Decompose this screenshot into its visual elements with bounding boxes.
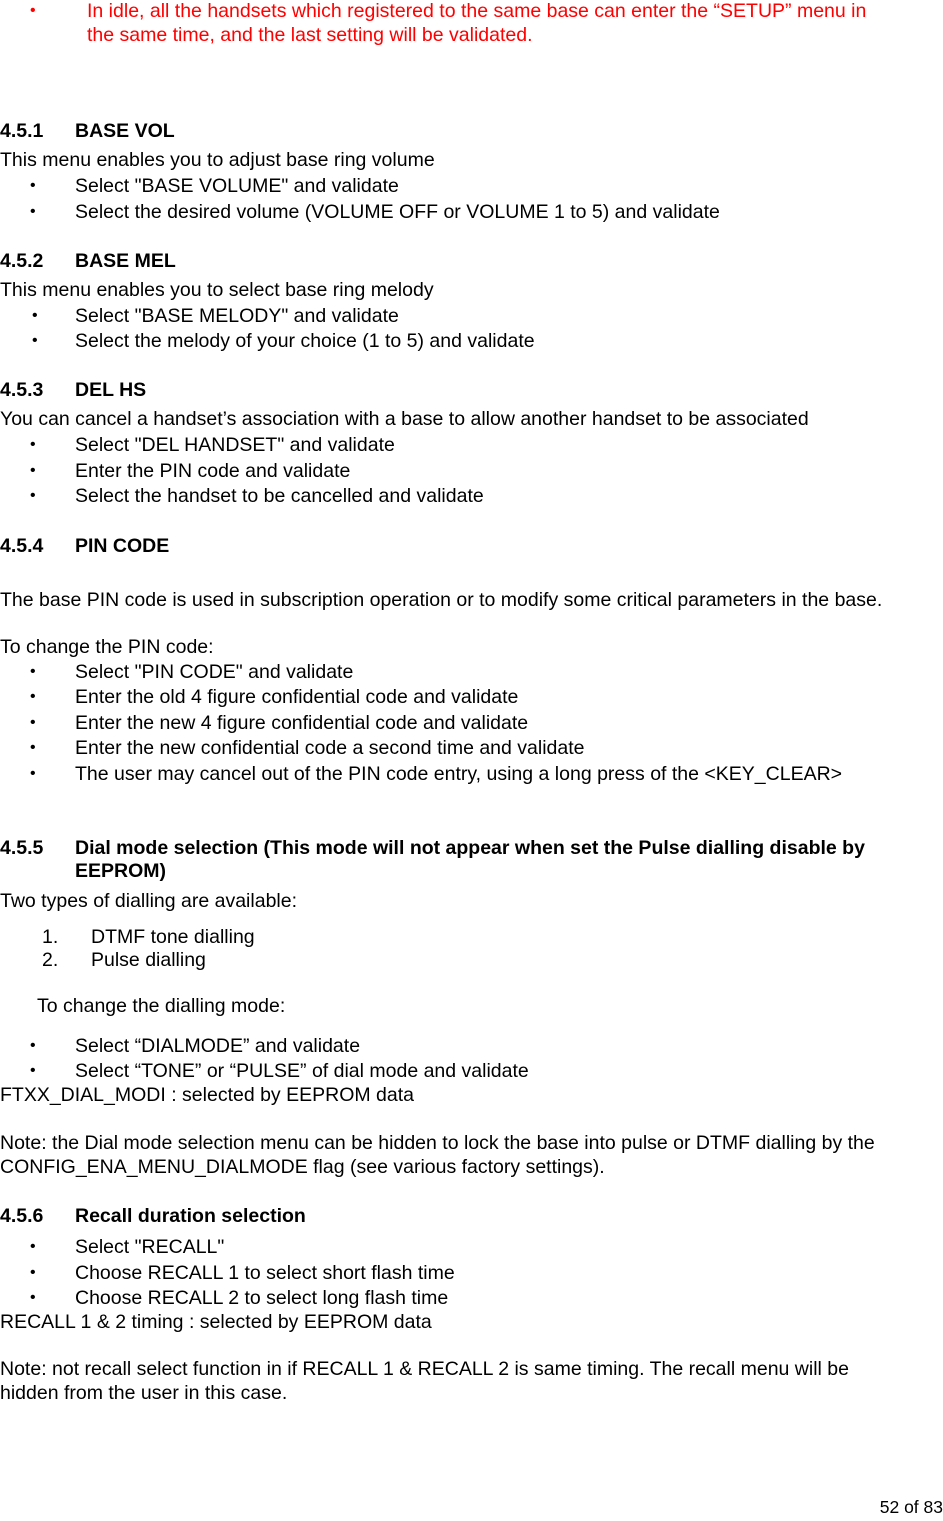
section-number-453: 4.5.3 (0, 379, 44, 401)
bullet-icon: • (30, 714, 36, 731)
list-item: Select the handset to be cancelled and validate (75, 485, 484, 507)
bullet-icon: • (30, 1264, 36, 1281)
list-item: Select "BASE MELODY" and validate (75, 305, 399, 327)
section-desc: This menu enables you to select base ring melody (0, 279, 434, 301)
change-instruction: To change the PIN code: (0, 636, 214, 658)
note-line-2: CONFIG_ENA_MENU_DIALMODE flag (see various factory settings). (0, 1156, 605, 1178)
list-item: The user may cancel out of the PIN code entry, using a long press of the <KEY_CLEAR> (75, 763, 843, 785)
list-item: Enter the new 4 figure confidential code and validate (75, 712, 529, 734)
bullet-icon: • (30, 203, 36, 220)
intro-line-1: In idle, all the handsets which registered to the same base can enter the “SETUP” menu in (87, 0, 867, 22)
section-number-456: 4.5.6 (0, 1205, 44, 1227)
list-item: Select “TONE” or “PULSE” of dial mode and validate (75, 1060, 529, 1082)
list-item: Choose RECALL 1 to select short flash time (75, 1262, 455, 1284)
bullet-icon: • (30, 1037, 36, 1054)
section-title-pin-code: PIN CODE (75, 535, 170, 557)
list-item: Select "PIN CODE" and validate (75, 661, 354, 683)
note-line-2: hidden from the user in this case. (0, 1382, 288, 1404)
bullet-icon: • (32, 307, 38, 324)
section-title-base-vol: BASE VOL (75, 120, 175, 142)
bullet-icon: • (30, 177, 36, 194)
list-item: Select the melody of your choice (1 to 5) and validate (75, 330, 535, 352)
section-desc: The base PIN code is used in subscription operation or to modify some critical parameters in the base. (0, 589, 883, 611)
list-item: Choose RECALL 2 to select long flash time (75, 1287, 449, 1309)
section-title-dial-mode: Dial mode selection (This mode will not appear when set the Pulse dialling disable by (75, 837, 865, 859)
list-item: Enter the old 4 figure confidential code and validate (75, 686, 519, 708)
section-number-452: 4.5.2 (0, 250, 44, 272)
intro-line-2: the same time, and the last setting will be validated. (87, 24, 533, 46)
bullet-icon: • (30, 462, 36, 479)
bullet-icon: • (30, 663, 36, 680)
bullet-icon: • (30, 1062, 36, 1079)
section-title-base-mel: BASE MEL (75, 250, 176, 272)
section-number-451: 4.5.1 (0, 120, 44, 142)
list-item: Select “DIALMODE” and validate (75, 1035, 361, 1057)
numbered-item-number: 1. (42, 926, 59, 948)
section-number-455: 4.5.5 (0, 837, 44, 859)
section-number-454: 4.5.4 (0, 535, 44, 557)
section-title-recall: Recall duration selection (75, 1205, 306, 1227)
list-item: Enter the new confidential code a second time and validate (75, 737, 585, 759)
section-title-del-hs: DEL HS (75, 379, 147, 401)
section-desc: Two types of dialling are available: (0, 890, 298, 912)
list-item: Select "BASE VOLUME" and validate (75, 175, 399, 197)
bullet-icon: • (30, 739, 36, 756)
list-item: Enter the PIN code and validate (75, 460, 351, 482)
bullet-icon: • (30, 765, 36, 782)
eeprom-note: FTXX_DIAL_MODI : selected by EEPROM data (0, 1084, 414, 1106)
note-line-1: Note: not recall select function in if RECALL 1 & RECALL 2 is same timing. The recall menu will be (0, 1358, 849, 1380)
section-desc: This menu enables you to adjust base ring volume (0, 149, 435, 171)
list-item: Select "RECALL" (75, 1236, 225, 1258)
numbered-item: Pulse dialling (91, 949, 206, 971)
list-item: Select the desired volume (VOLUME OFF or VOLUME 1 to 5) and validate (75, 201, 720, 223)
note-line-1: Note: the Dial mode selection menu can be hidden to lock the base into pulse or DTMF dialling by the (0, 1132, 875, 1154)
section-desc: You can cancel a handset’s association with a base to allow another handset to be associated (0, 408, 809, 430)
bullet-icon: • (32, 332, 38, 349)
numbered-item-number: 2. (42, 949, 59, 971)
bullet-icon: • (30, 1289, 36, 1306)
change-instruction: To change the dialling mode: (37, 995, 286, 1017)
section-title-dial-mode-line2: EEPROM) (75, 860, 167, 882)
list-item: Select "DEL HANDSET" and validate (75, 434, 395, 456)
bullet-icon: • (30, 1238, 36, 1255)
bullet-icon: • (30, 2, 36, 19)
page-number: 52 of 83 (879, 1497, 943, 1517)
bullet-icon: • (30, 487, 36, 504)
bullet-icon: • (30, 436, 36, 453)
timing-note: RECALL 1 & 2 timing : selected by EEPROM data (0, 1311, 432, 1333)
bullet-icon: • (30, 688, 36, 705)
numbered-item: DTMF tone dialling (91, 926, 255, 948)
